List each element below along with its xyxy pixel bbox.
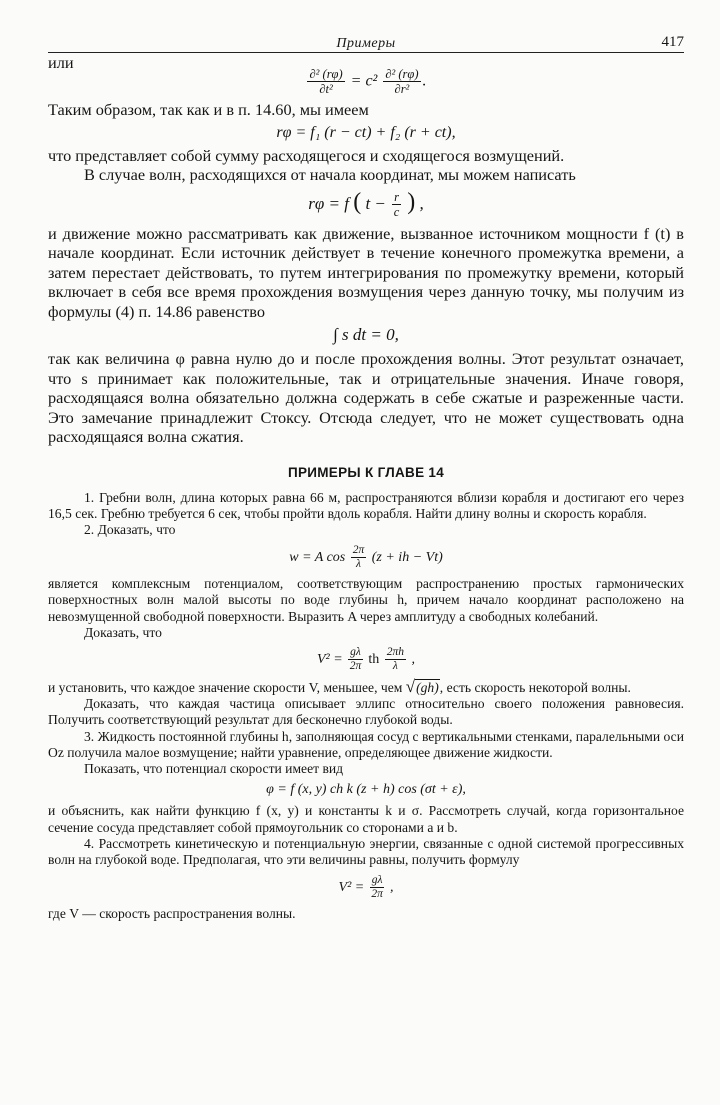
equation-general-solution: rφ = f₁ (r − ct) + f₂ (r + ct), [276,123,456,141]
paragraph-sum: что представляет собой сумму расходящегося и сходящегося возмущений. [48,145,565,165]
example-2-speed [48,676,684,696]
example-2-intro: 2. Доказать, что [84,522,176,538]
main-text [48,53,684,447]
paragraph-stokes: так как величина φ равна нулю до и после прохождения волны. Этот результат означает, что s принимает как положительные, так и отрицательные значения. Иначе говоря, расходящаяся волна обязательно должна содержать в себе сжатые и разреженные части. Это замечание принадлежит Стоксу. Отсюда следует, что не может существовать одна расходящаяся волна сжатия. [48,349,684,447]
example-2-text: является комплексным потенциалом, соответствующим распространению простых гармонических поверхностных волн малой высоты по воде глубины h, причем начало координат расположено на невозмущенной свободной поверхности. Выразить A через амплитуду a свободных колебаний. [48,576,684,624]
paragraph-thus: Таким образом, так как и в п. 14.60, мы имеем [48,100,369,120]
sqrt-gh: √(gh) [405,676,439,696]
example-3-show: Показать, что потенциал скорости имеет вид [84,761,344,777]
section-heading: ПРИМЕРЫ К ГЛАВЕ 14 [287,464,445,480]
equation-complex-potential: w = A cos $\frac{2\pi}{\lambda}$ (z + ih − Vt) [289,543,443,570]
equation-diverging: rφ = f ( t − $\frac{r}{c}$ ) , [308,188,424,220]
running-header [48,30,684,53]
paragraph-diverging: В случае волн, расходящихся от начала координат, мы можем написать [84,165,576,185]
example-3-explain: и объяснить, как найти функцию f (x, y) и константы k и σ. Рассмотреть случай, когда горизонтальное сечение сосуда представляет собой прямоугольник со сторонами a и b. [48,803,684,835]
page [48,30,684,922]
example-2-ellipse: Доказать, что каждая частица описывает эллипс относительно своего положения равновесия. Получить соответствующий результат для бесконечно глубокой воды. [48,695,684,728]
example-1: 1. Гребни волн, длина которых равна 66 м, распространяются вблизи корабля и достигают его через 16,5 сек. Гребню требуется 6 сек, чтобы пройти вдоль корабля. Найти длину волны и скорость корабля. [48,489,684,522]
examples-block [48,490,684,923]
running-title: Примеры [336,36,396,51]
example-4-where: где V — скорость распространения волны. [48,906,296,922]
paragraph-source: и движение можно рассматривать как движение, вызванное источником мощности f (t) в начале координат. Если источник действует в течение конечного промежутка времени, а затем перестает действовать, то путем интегрирования по промежутку времени, который включает в себя все время прохождения возмущения через данную точку, мы получим из формулы (4) п. 14.86 равенство [48,223,684,321]
example-3: 3. Жидкость постоянной глубины h, заполняющая сосуд с вертикальными стенками, паралельными оси Oz получила малое возмущение; найти уравнение, определяющее движение жидкости. [48,728,684,760]
example-4: 4. Рассмотреть кинетическую и потенциальную энергии, связанные с одной системой прогрессивных волн на глубокой воде. Предполагая, что эти величины равны, получить формулу [48,836,684,868]
equation-dispersion: V² = $\frac{g\lambda}{2\pi}$ th $\frac{2\pi h}{\lambda}$ , [316,646,416,673]
example-2-prove: Доказать, что [84,624,162,640]
page-number: 417 [661,34,684,50]
equation-wave: $\frac{\text{∂² (rφ)}}{\text{∂t²}}$ = c² $\frac{\text{∂² (rφ)}}{\text{∂r²}}$ . [309,66,427,96]
example-2-speed-post: , есть скорость некоторой волны. [439,679,631,695]
equation-velocity-potential: φ = f (x, y) ch k (z + h) cos (σt + ε), [266,782,466,798]
example-2-speed-pre: и установить, что каждое значение скорости V, меньшее, чем [48,679,403,695]
equation-integral: ∫ s dt = 0, [333,325,399,345]
paragraph-or: или [48,53,74,72]
equation-deep-water: V² = $\frac{g\lambda}{2\pi}$ , [338,873,394,900]
